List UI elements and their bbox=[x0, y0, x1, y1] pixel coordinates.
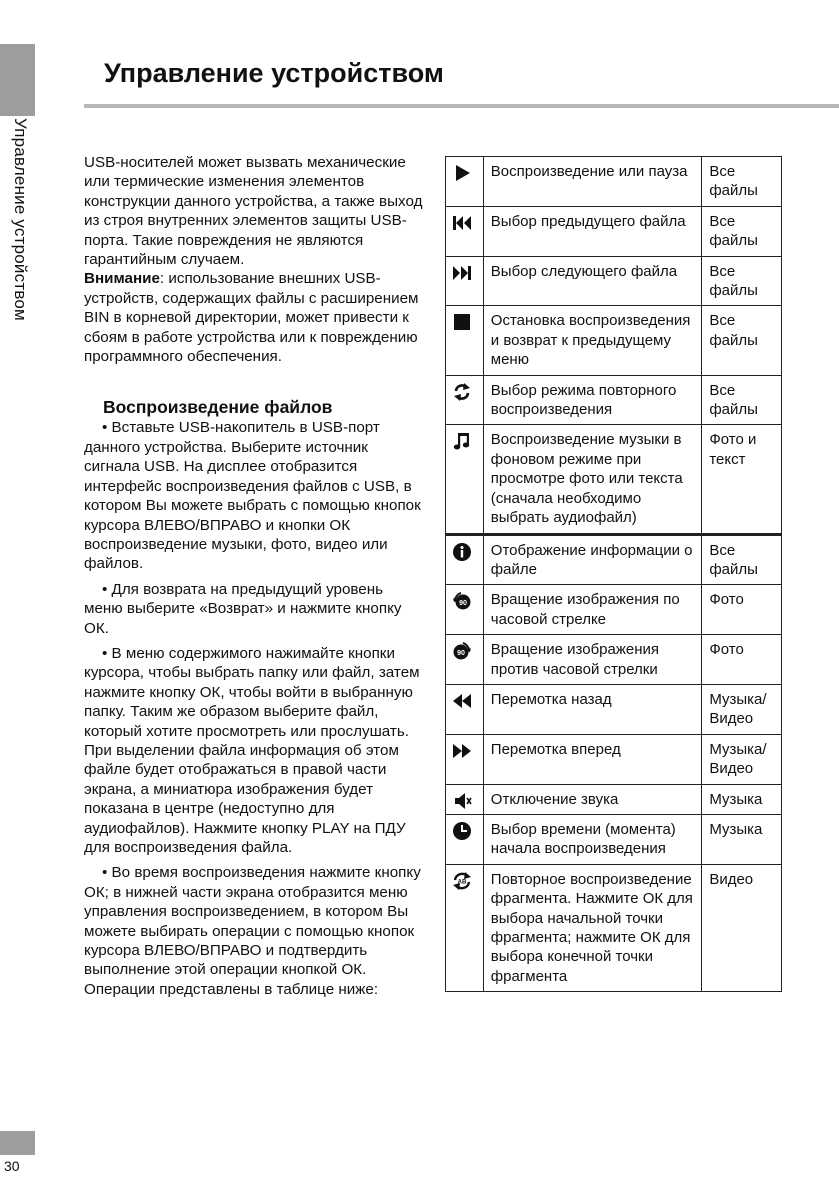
table-cell-description: Выбор режима повторного воспроизведения bbox=[483, 375, 702, 425]
table-cell-description: Воспроизведение музыки в фоновом режиме при просмотре фото или текста (сначала необходимо выбрать аудиофайл) bbox=[483, 425, 702, 534]
table-cell-description: Перемотка вперед bbox=[483, 734, 702, 784]
icon-cell bbox=[446, 814, 484, 864]
icon-cell bbox=[446, 684, 484, 734]
table-row bbox=[446, 864, 782, 991]
side-tab-marker bbox=[0, 44, 35, 116]
icon-cell bbox=[446, 256, 484, 306]
page-number: 30 bbox=[4, 1158, 20, 1174]
table-cell-description: Повторное воспроизведение фрагмента. Нажмите ОК для выбора начальной точки фрагмента; нажмите ОК для выбора конечной точки фрагмента bbox=[483, 864, 702, 991]
table-cell-files: Фото bbox=[702, 585, 782, 635]
table-cell-files: Все файлы bbox=[702, 206, 782, 256]
repeat-ab-label: AB bbox=[457, 879, 467, 886]
table-cell-description: Вращение изображения против часовой стрелки bbox=[483, 635, 702, 685]
left-column bbox=[84, 153, 424, 999]
side-section-label-text: Управление устройством bbox=[11, 118, 30, 321]
icon-cell bbox=[446, 425, 484, 534]
table-cell-files: Видео bbox=[702, 864, 782, 991]
table-cell-description: Выбор предыдущего файла bbox=[483, 206, 702, 256]
bullet-item: • Вставьте USB-накопитель в USB-порт данного устройства. Выберите источник сигнала USB. На дисплее отобразится интерфейс воспроизведения файлов с USB, в котором Вы можете выбрать с помощью кнопок курсора ВЛЕВО/ВПРАВО и кнопки ОК воспроизведение музыки, фото, видео или файлов. bbox=[84, 419, 421, 573]
bullet-item: • В меню содержимого нажимайте кнопки курсора, чтобы выбрать папку или файл, затем нажмите кнопку ОК, чтобы войти в выбранную папку. Таким же образом выберите файл, который хотите просмотреть или прослушать. При выделении файла информация об этом файле будет отображаться в правой части экрана, а миниатюра изображения будет показана в центре (недоступно для аудиофайлов). Нажмите кнопку PLAY на ПДУ для воспроизведения файла. bbox=[84, 644, 420, 856]
warning-paragraph bbox=[84, 269, 424, 366]
play-icon bbox=[452, 163, 472, 183]
table-row bbox=[446, 534, 782, 585]
rotate-counterclockwise-label: 90 bbox=[457, 650, 465, 658]
table-cell-description: Отключение звука bbox=[483, 784, 702, 814]
icon-cell bbox=[446, 635, 484, 685]
repeat-ab-icon bbox=[452, 871, 472, 891]
table-row bbox=[446, 375, 782, 425]
table-row bbox=[446, 784, 782, 814]
table-cell-files: Фото bbox=[702, 635, 782, 685]
table-row bbox=[446, 425, 782, 534]
table-row bbox=[446, 684, 782, 734]
table-cell-description: Перемотка назад bbox=[483, 684, 702, 734]
table-cell-description: Вращение изображения по часовой стрелке bbox=[483, 585, 702, 635]
icon-cell bbox=[446, 375, 484, 425]
title-divider bbox=[84, 104, 839, 108]
bullet-item: • Во время воспроизведения нажмите кнопку ОК; в нижней части экрана отобразится меню управления воспроизведением, в котором Вы можете выбирать операции с помощью кнопок курсора ВЛЕВО/ВПРАВО и подтвердить выполнение этой операции кнопкой ОК. Операции представлены в таблице ниже: bbox=[84, 864, 421, 998]
table-cell-files: Фото и текст bbox=[702, 425, 782, 534]
info-icon bbox=[452, 542, 472, 562]
icon-cell bbox=[446, 585, 484, 635]
table-cell-files: Музыка/ Видео bbox=[702, 684, 782, 734]
table-row bbox=[446, 206, 782, 256]
mute-icon bbox=[452, 791, 472, 811]
stop-icon bbox=[452, 312, 472, 332]
intro-paragraph: USB-носителей может вызвать механические или термические изменения элементов конструкции данного устройства, а также выход из строя внутренних элементов защиты USB-порта. Такие повреждения не являются гарантийным случаем. bbox=[84, 154, 423, 269]
table-cell-files: Все файлы bbox=[702, 534, 782, 585]
table-row bbox=[446, 306, 782, 375]
next-icon bbox=[452, 263, 472, 283]
icon-cell bbox=[446, 206, 484, 256]
page-number-marker bbox=[0, 1131, 35, 1155]
warning-label: Внимание bbox=[84, 270, 160, 288]
previous-icon bbox=[452, 213, 472, 233]
table-row bbox=[446, 635, 782, 685]
table-cell-description: Воспроизведение или пауза bbox=[483, 157, 702, 207]
fast-forward-icon bbox=[452, 741, 472, 761]
rotate-counterclockwise-icon bbox=[452, 641, 472, 661]
table-cell-description: Отображение информации о файле bbox=[483, 534, 702, 585]
page-title: Управление устройством bbox=[104, 58, 444, 88]
bullet-item: • Для возврата на предыдущий уровень меню выберите «Возврат» и нажмите кнопку ОК. bbox=[84, 580, 402, 637]
table-cell-description: Выбор следующего файла bbox=[483, 256, 702, 306]
rotate-clockwise-label: 90 bbox=[459, 600, 467, 608]
warning-text: : использование внешних USB-устройств, содержащих файлы с расширением BIN в корневой директории, может привести к сбоям в работе устройства или к повреждению программного обеспечения. bbox=[84, 270, 419, 366]
operations-table bbox=[445, 156, 782, 992]
icon-cell bbox=[446, 784, 484, 814]
table-cell-files: Музыка bbox=[702, 784, 782, 814]
table-cell-files: Все файлы bbox=[702, 157, 782, 207]
rewind-icon bbox=[452, 691, 472, 711]
table-cell-files: Музыка bbox=[702, 814, 782, 864]
icon-cell bbox=[446, 864, 484, 991]
icon-cell bbox=[446, 534, 484, 585]
music-note-icon bbox=[452, 431, 472, 451]
repeat-icon bbox=[452, 382, 472, 402]
icon-cell bbox=[446, 734, 484, 784]
table-cell-description: Выбор времени (момента) начала воспроизведения bbox=[483, 814, 702, 864]
section-heading: Воспроизведение файлов bbox=[103, 397, 333, 418]
table-cell-files: Все файлы bbox=[702, 375, 782, 425]
table-row bbox=[446, 734, 782, 784]
table-cell-files: Все файлы bbox=[702, 306, 782, 375]
table-cell-files: Музыка/ Видео bbox=[702, 734, 782, 784]
table-cell-files: Все файлы bbox=[702, 256, 782, 306]
icon-cell bbox=[446, 306, 484, 375]
clock-icon bbox=[452, 821, 472, 841]
table-row bbox=[446, 256, 782, 306]
icon-cell bbox=[446, 157, 484, 207]
table-row bbox=[446, 157, 782, 207]
side-section-label bbox=[3, 118, 33, 378]
rotate-clockwise-icon bbox=[452, 591, 472, 611]
table-row bbox=[446, 814, 782, 864]
table-cell-description: Остановка воспроизведения и возврат к предыдущему меню bbox=[483, 306, 702, 375]
table-row bbox=[446, 585, 782, 635]
